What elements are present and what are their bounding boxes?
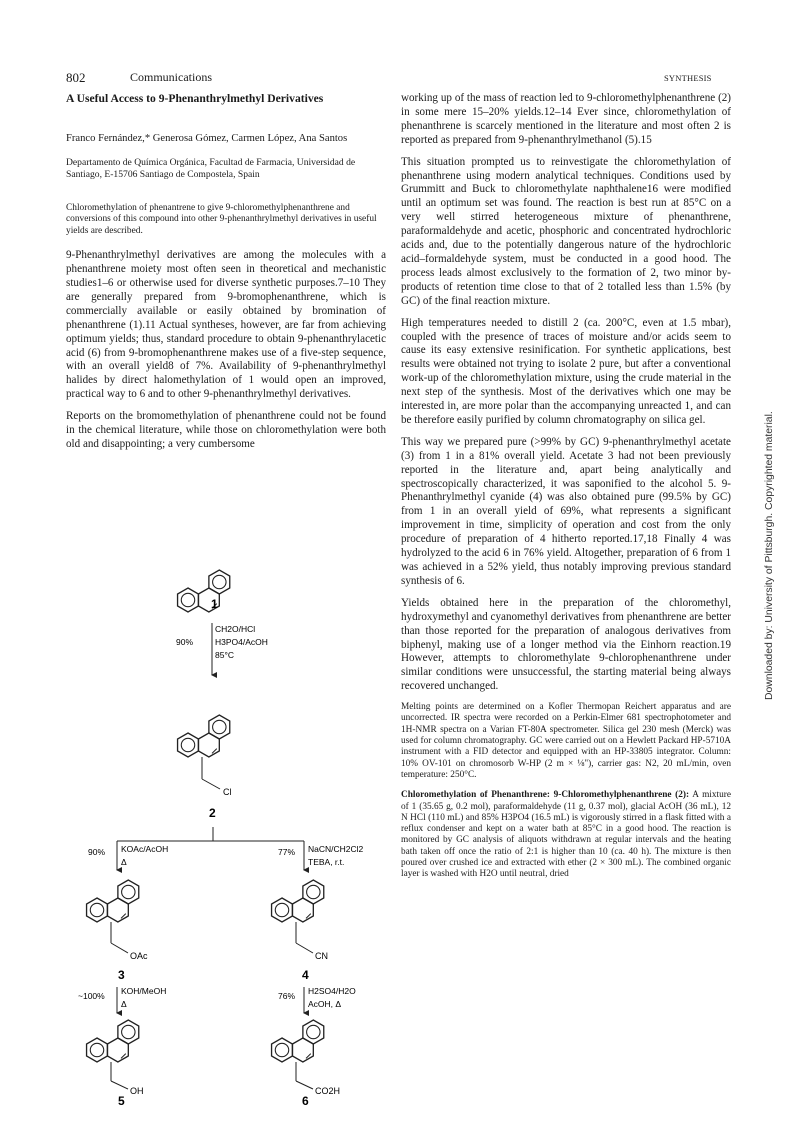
step2-reagent: KOAc/AcOH [121, 844, 169, 854]
step5-reagent: H2SO4/H2O [308, 986, 356, 996]
article-title: A Useful Access to 9-Phenanthrylmethyl Derivatives [66, 92, 324, 105]
download-notice: Downloaded by: University of Pittsburgh. Copyrighted material. [764, 411, 775, 700]
step5-reagent: AcOH, Δ [308, 999, 342, 1009]
step3-reagent: TEBA, r.t. [308, 857, 345, 867]
page-number: 802 [66, 70, 86, 85]
compound-4-substituent: CN [315, 951, 328, 961]
body-paragraph: working up of the mass of reaction led to 9-chloromethylphenanthrene (2) in some mere 15–20% yields.12–14 Ever since, chloromethylation of phenanthrene is scarcely mentioned in the literature and most often 2 is reported as prepared from 9-phenanthrylmethanol (5).15 [401, 92, 731, 146]
procedure-text: A mixture of 1 (35.65 g, 0.2 mol), paraformaldehyde (11 g, 0.37 mol), glacial AcOH (36 mL), 12 N HCl (110 mL) and 85% H3PO4 (16.5 mL) is vigorously stirred in a flask fitted with a reflux condenser and kept on a water bath at 85°C in a good hood. The reaction is monitored by GC analysis of aliquots withdrawn at regular intervals and the heating bath taken off once the ratio of 2:1 is higher than 10 (ca. 40 h). The mixture is then poured over crushed ice and extracted with ether (2 × 300 mL). The combined organic layer is washed with H2O until neutral, dried [401, 790, 731, 880]
step4-yield: ~100% [78, 991, 105, 1001]
body-paragraph: This situation prompted us to reinvestigate the chloromethylation of phenanthrene using modern analytical techniques. Conditions used by Grummitt and Buck to chloromethylate naphthalene16 were modified until an optimum set was found. The reaction is best run at 85°C on a very well stirred heterogeneous mixture of phenanthrene, paraformaldehyde and acetic, phosphoric and concentrated hydrochloric acids and, due to the potentially dangerous nature of the hydrochloric acid–formaldehyde system, must be conducted in a good hood. The process leads almost exclusively to the formation of 2, two minor by-products of retention time close to that of 2 totalled less than 1.5% (by GC) of the final reaction mixture. [401, 155, 731, 307]
step1-yield: 90% [176, 637, 194, 647]
step1-reagent: H3PO4/AcOH [215, 637, 268, 647]
body-paragraph: High temperatures needed to distill 2 (ca. 200°C, even at 1.5 mbar), coupled with the presence of traces of moisture and/or acids seem to cause its easy extensive resinification. For synthetic applications, best results were obtained not trying to isolate 2 pure, but after a conventional work-up of the chloromethylation mixture, using the crude material in the next step of the synthesis. Most of the derivatives which one may be interested in, are more polar than the accompanying unreacted 1, and can be therefore easily purified by column chromatography on silica gel. [401, 316, 731, 426]
compound-3-label: 3 [118, 968, 125, 982]
journal-name: SYNTHESIS [664, 73, 712, 83]
compound-6-structure [272, 1020, 324, 1062]
compound-1-label: 1 [211, 597, 218, 611]
step4-reagent: Δ [121, 999, 127, 1009]
step5-yield: 76% [278, 991, 296, 1001]
experimental-general: Melting points are determined on a Kofler Thermopan Reichert apparatus and are uncorrected. IR spectra were recorded on a Perkin-Elmer 681 spectrophotometer and 1H-NMR spectra on a Varian FT-80A spectrometer. Silica gel 230 mesh (Merck) was used for column chromatography. GC were carried out on a Hewlett Packard HP-5710A instrument with a FID detector and equipped with an HP-33805 integrator. Column: 10% OV-101 on chromosorb W-HP (2 m × ⅛"), carrier gas: N2, 20 mL/min, oven temperature: 250°C. [401, 702, 731, 780]
compound-5-structure [87, 1020, 139, 1062]
step3-reagent: NaCN/CH2Cl2 [308, 844, 364, 854]
procedure [401, 790, 731, 880]
step2-reagent: Δ [121, 857, 127, 867]
compound-1-structure [178, 570, 230, 612]
abstract: Chloromethylation of phenantrene to give 9-chloromethylphenanthrene and conversions of this compound into other 9-phenanthrylmethyl derivatives in useful yields are described. [66, 203, 377, 236]
step2-yield: 90% [88, 847, 106, 857]
authors: Franco Fernández,* Generosa Gómez, Carmen López, Ana Santos [66, 133, 348, 144]
body-paragraph: This way we prepared pure (>99% by GC) 9-phenanthrylmethyl acetate (3) from 1 in a 81% overall yield. Acetate 3 had not been previously reported in the literature and, apart being analytically and spectroscopically characterized, it was saponified to the alcohol 5. 9-Phenanthrylmethyl cyanide (4) was also obtained pure (99.5% by GC) from 1 in an overall yield of 69%, what represents a significant improvement in time, simplicity of operation and cost from the only procedure of preparation of 4 hitherto reported.17,18 Finally 4 was hydrolyzed to the acid 6 in 76% yield. Altogether, preparation of 6 from 1 was achieved in a 52% yield, thus notably improving previous standard synthesis of 6. [401, 435, 731, 587]
right-column [401, 92, 731, 881]
compound-3-substituent: OAc [130, 951, 148, 961]
compound-2-substituent: Cl [223, 787, 232, 797]
compound-2-structure [178, 715, 230, 757]
procedure-title: Chloromethylation of Phenanthrene: 9-Chloromethylphenanthrene (2): [401, 790, 690, 801]
compound-2-label: 2 [209, 806, 216, 820]
step1-reagent: 85°C [215, 650, 234, 660]
step4-reagent: KOH/MeOH [121, 986, 167, 996]
body-paragraph: Yields obtained here in the preparation of the chloromethyl, hydroxymethyl and cyanomethyl derivatives from phenanthrene are better than those reported for the preparation of analogous derivatives from biphenyl, making use of a longer method via the Einhorn reaction.19 However, attempts to chloromethylate 9-chlorophenanthrene under similar conditions were unsuccessful, the starting material being always recovered unchanged. [401, 596, 731, 693]
affiliation: Departamento de Química Orgánica, Facultad de Farmacia, Universidad de Santiago, E-15706 Santiago de Compostela, Spain [66, 157, 356, 180]
intro-paragraph: Reports on the bromomethylation of phenanthrene could not be found in the chemical literature, while those on chloromethylation were both old and disappointing; a very cumbersome [66, 410, 386, 450]
compound-6-substituent: CO2H [315, 1086, 341, 1096]
compound-6-label: 6 [302, 1094, 309, 1105]
step1-reagent: CH2O/HCl [215, 624, 256, 634]
compound-5-substituent: OH [130, 1086, 144, 1096]
compound-4-structure [272, 880, 324, 922]
compound-5-label: 5 [118, 1094, 125, 1105]
section-title: Communications [130, 70, 212, 84]
compound-3-structure [87, 880, 139, 922]
intro-paragraph: 9-Phenanthrylmethyl derivatives are among the molecules with a phenanthrene moiety most often seen in theoretical and mechanistic studies1–6 or otherwise used for diverse synthetic purposes.7–10 They are generally prepared from 9-bromophenanthrene, which is commercially available or easily obtained by bromination of phenanthrene (1).11 Actual syntheses, however, are far from achieving optimum yields; thus, standard procedure to obtain 9-phenanthrylacetic acid (6) from 9-bromophenanthrene makes use of a five-step sequence, with an overall yield8 of 7%. Availability of 9-phenanthrylmethyl halides by direct halomethylation of 1 would open an improved, practical way to 6 and to other 9-phenanthrylmethyl derivatives. [66, 249, 386, 401]
step3-yield: 77% [278, 847, 296, 857]
reaction-scheme [70, 355, 370, 1105]
compound-4-label: 4 [302, 968, 309, 982]
